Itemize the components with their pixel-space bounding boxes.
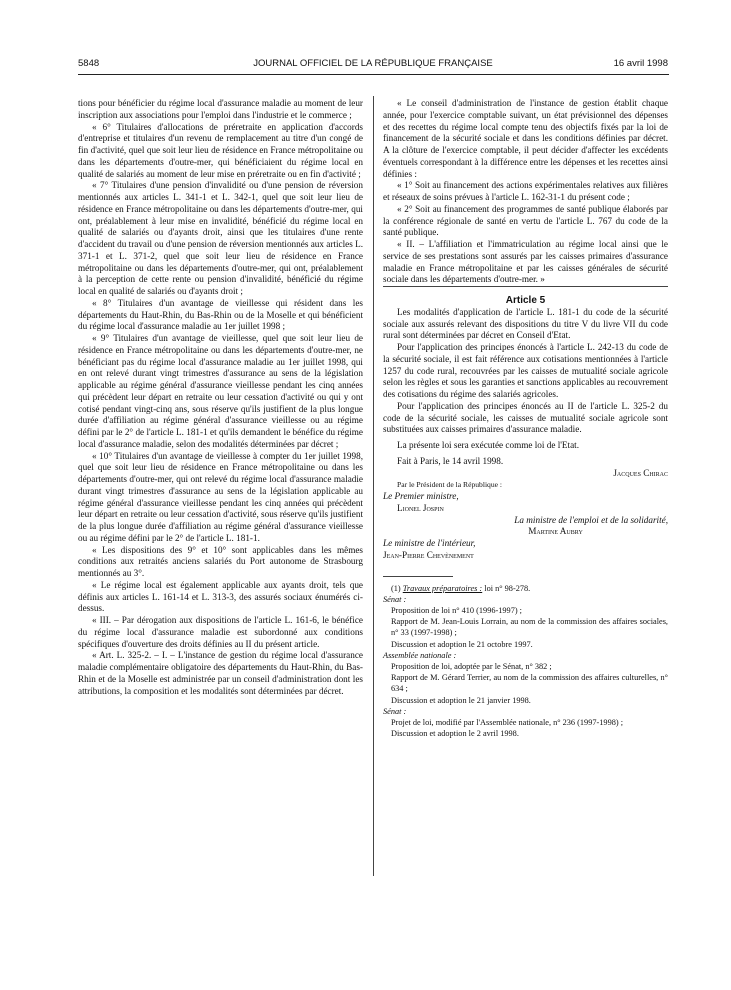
paragraph: « 6° Titulaires d'allocations de préretraite en application d'accords d'entreprise et titulaires d'un revenu de remplacement au titre d'un congé de fin d'activité, quel que soit leur lieu de résidence en France métropolitaine ou dans les départements d'outre-mer, qui bénéficiaient du régime local en qualité de salariés au moment de leur mise en préretraite ou en fin d'activité ; xyxy=(78,121,363,179)
footnote-heading: Sénat : xyxy=(383,706,407,716)
footnote-item: Rapport de M. Jean-Louis Lorrain, au nom de la commission des affaires sociales, n° 33 (1997-1998) ; xyxy=(391,617,668,638)
footnote-rule xyxy=(383,576,453,577)
paragraph: « Le régime local est également applicable aux ayants droit, tels que définis aux articles L. 161-14 et L. 313-3, des assurés sociaux énumérés ci-dessus. xyxy=(78,579,363,614)
paragraph: « Le conseil d'administration de l'instance de gestion établit chaque année, pour l'exercice comptable suivant, un état prévisionnel des dépenses et des recettes du régime local compte tenu des objectifs fixés par la loi de financement de la sécurité sociale et dans les conditions définies par décret. A la clôture de l'exercice comptable, il peut décider d'affecter les excédents éventuels correspondant à la différence entre les dépenses et les recettes ainsi définies : xyxy=(383,98,668,179)
emploi-signature: Martine Aubry xyxy=(528,526,583,537)
footnote-heading: Sénat : xyxy=(383,594,407,604)
header-rule xyxy=(78,74,669,75)
paragraph: « 2° Soit au financement des programmes de santé publique élaborés par la conférence régionale de santé en vertu de l'article L. 767 du code de la santé publique. xyxy=(383,203,668,238)
footnote-intro: (1) Travaux préparatoires : loi n° 98-278. xyxy=(391,583,531,593)
page-number: 5848 xyxy=(78,58,100,69)
emploi-title: La ministre de l'emploi et de la solidarité, xyxy=(514,514,668,525)
left-column xyxy=(78,98,363,697)
footnote-item: Proposition de loi n° 410 (1996-1997) ; xyxy=(391,605,522,615)
footnote-item: Proposition de loi, adoptée par le Sénat, n° 382 ; xyxy=(391,661,552,671)
pm-title: Le Premier ministre, xyxy=(383,491,459,501)
paragraph: « 1° Soit au financement des actions expérimentales relatives aux filières et réseaux de soins prévues à l'article L. 162-31-1 du présent code ; xyxy=(383,180,668,202)
closing-line: La présente loi sera exécutée comme loi de l'Etat. xyxy=(397,440,580,450)
page-header xyxy=(78,58,668,72)
footnote-item: Discussion et adoption le 2 avril 1998. xyxy=(391,729,519,739)
president-intro: Par le Président de la République : xyxy=(397,480,503,490)
paragraph: Pour l'application des principes énoncés à l'article L. 242-13 du code de la sécurité sociale, il est fait référence aux cotisations mentionnées à l'article 1257 du code rural, recouvrées par les caisses de mutualité sociale agricole selon les règles et sous les garanties et sanctions applicables au recouvrement des cotisations du régime des salariés agricoles. xyxy=(383,342,668,399)
publication-date: 16 avril 1998 xyxy=(613,58,668,69)
interieur-signature: Jean-Pierre Chevènement xyxy=(383,549,474,560)
journal-title: JOURNAL OFFICIEL DE LA RÉPUBLIQUE FRANÇAISE xyxy=(253,58,493,69)
paragraph: Les modalités d'application de l'article L. 181-1 du code de la sécurité sociale aux assurés relevant des dispositions du titre V du livre VII du code rural sont déterminées par décret en Conseil d'Etat. xyxy=(383,306,668,341)
paragraph: « 8° Titulaires d'un avantage de vieillesse qui résident dans les départements du Haut-Rhin, du Bas-Rhin ou de la Moselle et qui bénéficient du régime local d'assurance maladie au 1er juillet 1998 ; xyxy=(78,297,363,332)
article-heading: Article 5 xyxy=(383,286,668,307)
footnote-item: Discussion et adoption le 21 octobre 1997. xyxy=(391,639,533,649)
paragraph: « Les dispositions des 9° et 10° sont applicables dans les mêmes conditions aux retraités anciens salariés du Port autonome de Strasbourg mentionnés au 3°. xyxy=(78,544,363,578)
footnote-heading: Assemblée nationale : xyxy=(383,650,457,660)
footnote-item: Rapport de M. Gérard Terrier, au nom de la commission des affaires culturelles, n° 634 ; xyxy=(391,673,668,694)
footnote-item: Projet de loi, modifié par l'Assemblée nationale, n° 236 (1997-1998) ; xyxy=(391,717,624,727)
pm-signature: Lionel Jospin xyxy=(397,502,444,513)
paragraph: « 9° Titulaires d'un avantage de vieillesse, quel que soit leur lieu de résidence en France métropolitaine ou dans les départements d'outre-mer, ne bénéficiant pas du régime local d'assurance maladie au 1er juillet 1998, qui en ont relevé durant vingt trimestres d'assurance au sens de la législation applicable au régime général d'assurance vieillesse pendant les cinq années qui précèdent leur départ en retraite ou leur cessation d'activité ou qui y ont cotisé pendant vingt-cinq ans, sous réserve qu'ils justifient de la plus longue durée d'affiliation au régime général d'assurance vieillesse ou au régime défini par le 2° de l'article L. 181-1 et qu'ils demandent le bénéfice du régime local d'assurance maladie, selon des modalités déterminées par décret ; xyxy=(78,333,363,449)
done-at: Fait à Paris, le 14 avril 1998. xyxy=(397,455,504,466)
paragraph: « Art. L. 325-2. – I. – L'instance de gestion du régime local d'assurance maladie complémentaire obligatoire des départements du Haut-Rhin, du Bas-Rhin et de la Moselle est administrée par un conseil d'administration dont les attributions, la composition et les modalités sont déterminées par décret. xyxy=(78,650,363,696)
paragraph: Pour l'application des principes énoncés au II de l'article L. 325-2 du code de la sécurité sociale, les caisses de mutualité sociale agricole sont substituées aux caisses primaires d'assurance maladie. xyxy=(383,400,668,435)
interieur-title: Le ministre de l'intérieur, xyxy=(383,538,476,548)
president-signature: Jacques Chirac xyxy=(613,467,668,478)
column-divider xyxy=(373,96,374,876)
right-column xyxy=(383,98,668,739)
paragraph: « 7° Titulaires d'une pension d'invalidité ou d'une pension de réversion mentionnés aux articles L. 341-1 et L. 342-1, quel que soit leur lieu de résidence en France métropolitaine ou dans les départements d'outre-mer, qui ont, préalablement à leur mise en invalidité, bénéficié du régime local en qualité de salariés ou d'ayants droit, ainsi que les titulaires d'une rente d'accident du travail ou d'une pension de réversion mentionnés aux articles L. 371-1 et L. 371-2, quel que soit leur lieu de résidence en France métropolitaine ou dans les départements d'outre-mer, qui ont, préalablement à la perception de cette rente ou pension d'invalidité, bénéficié du régime local en qualité de salariés ou d'ayants droit ; xyxy=(78,180,363,296)
paragraph: « III. – Par dérogation aux dispositions de l'article L. 161-6, le bénéfice du régime local d'assurance maladie est subordonné aux conditions spécifiques d'ouverture des droits définies au II du présent article. xyxy=(78,615,363,649)
footnote xyxy=(383,583,668,740)
footnote-link[interactable]: Travaux préparatoires : xyxy=(402,583,483,593)
paragraph: « II. – L'affiliation et l'immatriculation au régime local ainsi que le service de ses prestations sont assurés par les caisses primaires d'assurance maladie en France métropolitaine et par les caisses générales de sécurité sociale dans les départements d'outre-mer. » xyxy=(383,239,668,285)
paragraph: « 10° Titulaires d'un avantage de vieillesse à compter du 1er juillet 1998, quel que soit leur lieu de résidence en France métropolitaine ou dans les départements d'outre-mer, qui ont relevé du régime local d'assurance maladie durant vingt trimestres d'assurance au sens de la législation applicable au régime général d'assurance vieillesse pendant les cinq années qui précèdent leur départ en retraite ou leur cessation d'activité, sous réserve qu'ils justifient de la plus longue durée d'affiliation au régime général d'assurance vieillesse ou au régime défini par le 2° de l'article L. 181-1. xyxy=(78,450,363,543)
paragraph: tions pour bénéficier du régime local d'assurance maladie au moment de leur inscription aux associations pour l'emploi dans l'industrie et le commerce ; xyxy=(78,98,363,120)
footnote-item: Discussion et adoption le 21 janvier 1998. xyxy=(391,695,531,705)
